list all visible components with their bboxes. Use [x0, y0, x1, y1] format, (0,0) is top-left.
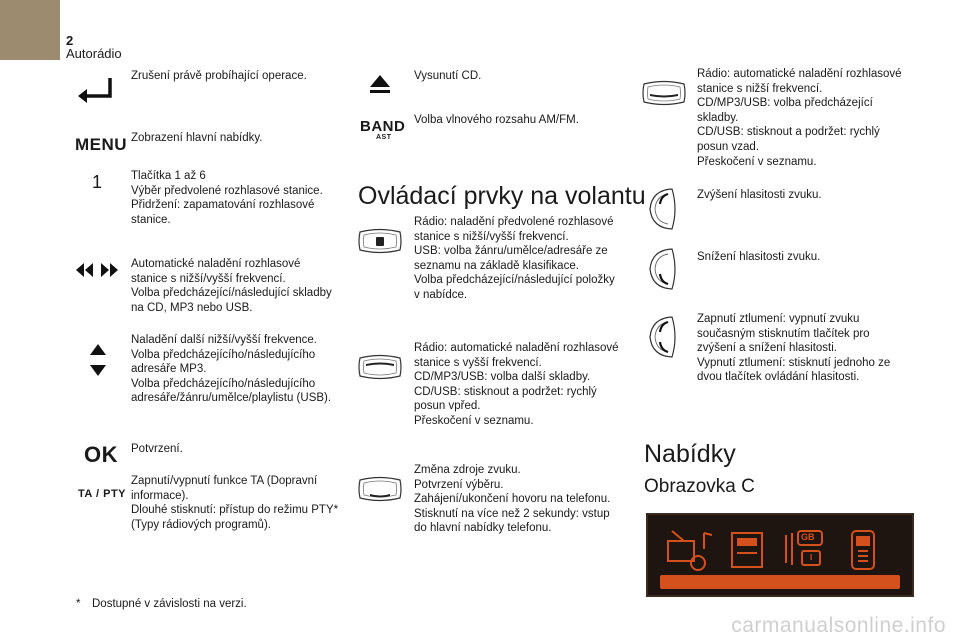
- phone-icon: [844, 527, 884, 573]
- screen-c-display: [646, 513, 914, 597]
- ok-button-icon: OK: [84, 442, 118, 467]
- mute-control-icon: [646, 314, 682, 360]
- ta-pty-button-icon: TA / PTY: [78, 488, 126, 500]
- corner-tab: [0, 0, 60, 60]
- text-band: Volba vlnového rozsahu AM/FM.: [414, 114, 579, 126]
- text-volume-up: Zvýšení hlasitosti zvuku.: [697, 189, 822, 201]
- text-volume-down: Snížení hlasitosti zvuku.: [697, 251, 821, 263]
- text-ta-pty: Zapnutí/vypnutí funkce TA (Dopravní informace). Dlouhé stisknutí: přístup do režimu PTY* (Typy rádiových programů).: [131, 475, 339, 531]
- steering-control-seek-down-icon: [640, 78, 688, 108]
- text-steering-preset: Rádio: naladění předvolené rozhlasové stanice s nižší/vyšší frekvencí. USB: volba žánru/umělce/adresáře ze seznamu na základě klasifikace. Volba předcházející/následující položky v nabídce.: [414, 216, 615, 301]
- footnote-mark: *: [76, 598, 81, 610]
- steering-control-seek-up-icon: [356, 352, 404, 382]
- band-button-icon: BAND: [360, 118, 406, 135]
- steering-control-left-icon: [356, 226, 404, 256]
- language-badge-secondary: I: [810, 553, 813, 562]
- text-eject: Vysunutí CD.: [414, 70, 482, 82]
- text-frequency: Naladění další nižší/vyšší frekvence. Volba předcházejícího/následujícího adresáře MP3. Volba předcházejícího/následujícího adresáře/žánru/umělce/playlistu (USB).: [131, 334, 332, 405]
- seek-left-right-icon: [74, 262, 120, 278]
- watermark: carmanualsonline.info: [731, 614, 946, 637]
- preset-button-icon: 1: [92, 172, 103, 192]
- band-ast-label: AST: [376, 134, 392, 141]
- text-steering-seek-down: Rádio: automatické naladění rozhlasové stanice s nižší frekvencí. CD/MP3/USB: volba předcházející skladby. CD/USB: stisknout a podržet: rychlý posun vzad. Přeskočení v seznamu.: [697, 68, 902, 168]
- text-presets: Tlačítka 1 až 6 Výběr předvolené rozhlasové stanice. Přidržení: zapamatování rozhlasové stanice.: [131, 170, 323, 226]
- steering-control-source-icon: [356, 474, 404, 504]
- text-seek: Automatické naladění rozhlasové stanice s nižší/vyšší frekvencí. Volba předcházející/následující skladby na CD, MP3 nebo USB.: [131, 258, 332, 314]
- text-menu: Zobrazení hlavní nabídky.: [131, 132, 263, 144]
- eject-icon: [369, 74, 391, 94]
- text-mute: Zapnutí ztlumení: vypnutí zvuku současným stisknutím tlačítek pro zvýšení a snížení hlasitosti. Vypnutí ztlumení: stisknutí jednoho ze dvou tlačítek ovládání hlasitosti.: [697, 313, 891, 384]
- radio-media-icon: [666, 529, 714, 571]
- screen-selection-bar: [660, 575, 900, 589]
- trip-computer-icon: [728, 529, 768, 571]
- text-steering-source: Změna zdroje zvuku. Potvrzení výběru. Zahájení/ukončení hovoru na telefonu. Stisknutí na více než 2 sekundy: vstup do hlavní nabídky telefonu.: [414, 464, 611, 535]
- menus-heading: Nabídky: [644, 440, 736, 468]
- return-arrow-icon: [76, 74, 116, 106]
- section-title: Autorádio: [66, 46, 122, 61]
- menu-button-icon: MENU: [75, 135, 128, 154]
- footnote-text: Dostupné v závislosti na verzi.: [92, 598, 247, 610]
- text-ok: Potvrzení.: [131, 443, 183, 455]
- up-down-arrows-icon: [88, 343, 108, 377]
- text-cancel: Zrušení právě probíhající operace.: [131, 70, 307, 82]
- steering-controls-heading: Ovládací prvky na volantu: [358, 182, 646, 210]
- text-steering-seek-up: Rádio: automatické naladění rozhlasové stanice s vyšší frekvencí. CD/MP3/USB: volba další skladby. CD/USB: stisknout a podržet: rychlý posun vpřed. Přeskočení v seznamu.: [414, 342, 619, 427]
- volume-down-control-icon: [646, 246, 682, 292]
- language-badge: GB: [801, 532, 815, 542]
- page-number: 2: [66, 33, 74, 48]
- screen-c-heading: Obrazovka C: [644, 476, 755, 497]
- volume-up-control-icon: [646, 186, 682, 232]
